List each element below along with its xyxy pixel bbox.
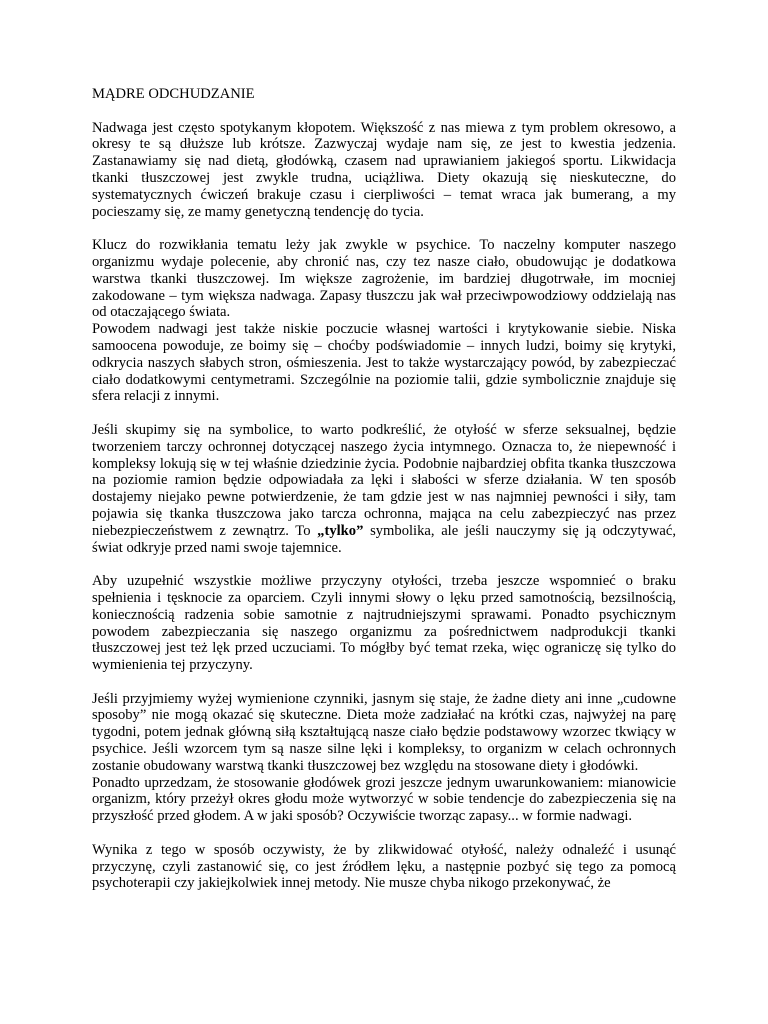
- paragraph-6: Jeśli przyjmiemy wyżej wymienione czynniki, jasnym się staje, że żadne diety ani inne „cudowne sposoby” nie mogą okazać się skuteczne. Dieta może zadziałać na krótki czas, najwyżej na parę tygodni, potem jednak główną siłą kształtującą nasze ciało będzie podstawowy wzorzec tkwiący w psychice. Jeśli wzorcem tym są nasze silne lęki i kompleksy, to organizm w celach ochronnych zostanie obudowany warstwą tkanki tłuszczowej bez względu na stosowane diety i głodówki.: [92, 690, 676, 774]
- paragraph-3: Powodem nadwagi jest także niskie poczucie własnej wartości i krytykowanie siebie. Niska samoocena powoduje, ze boimy się – choćby podświadomie – innych ludzi, boimy się krytyki, odkrycia naszych słabych stron, ośmieszenia. Jest to także wystarczający powód, by zabezpieczać ciało dodatkowymi centymetrami. Szczególnie na poziomie talii, gdzie symbolicznie znajduje się sfera relacji z innymi.: [92, 321, 676, 405]
- paragraph-4-text-b: symbolika, ale jeśli nauczymy się ją odczytywać, świat odkryje przed nami swoje tajemnice.: [92, 522, 676, 556]
- paragraph-4: [92, 422, 676, 556]
- document-title: MĄDRE ODCHUDZANIE: [92, 86, 255, 102]
- document-page: [92, 86, 676, 892]
- paragraph-5: Aby uzupełnić wszystkie możliwe przyczyny otyłości, trzeba jeszcze wspomnieć o braku spełnienia i tęsknocie za oparciem. Czyli innymi słowy o lęku przed samotnością, bezsilnością, koniecznością radzenia sobie samotnie z najtrudniejszymi sprawami. Ponadto psychicznym powodem zabezpieczania się naszego organizmu za pośrednictwem nadprodukcji tkanki tłuszczowej jest też lęk przed uczuciami. To mógłby być temat rzeka, więc ograniczę się tylko do wymienienia tej przyczyny.: [92, 573, 676, 674]
- paragraph-1: Nadwaga jest często spotykanym kłopotem. Większość z nas miewa z tym problem okresowo, a okresy te są dłuższe lub krótsze. Zazwyczaj wydaje nam się, ze jest to kwestia jedzenia. Zastanawiamy się nad dietą, głodówką, czasem nad uprawianiem jakiegoś sportu. Likwidacja tkanki tłuszczowej jest zwykle trudna, uciążliwa. Diety okazują się nieskuteczne, do systematycznych ćwiczeń brakuje czasu i cierpliwości – temat wraca jak bumerang, a my pocieszamy się, ze mamy genetyczną tendencję do tycia.: [92, 119, 676, 220]
- paragraph-4-text-a: Jeśli skupimy się na symbolice, to warto podkreślić, że otyłość w sferze seksualnej, będzie tworzeniem tarczy ochronnej dotyczącej naszego życia intymnego. Oznacza to, że niepewność i kompleksy lokują się w tej właśnie dziedzinie życia. Podobnie najbardziej obfita tkanka tłuszczowa na poziomie ramion będzie odpowiadała za lęki i słabości w sferze działania. W ten sposób dostajemy niejako pewne potwierdzenie, że tam gdzie jest w nas najmniej pewności i siły, tam pojawia się tkanka tłuszczowa jako tarcza ochronna, mająca na celu zabezpieczyć nas przez niebezpieczeństwem z zewnątrz. To: [92, 421, 676, 539]
- paragraph-4-bold-tylko: „tylko”: [317, 522, 364, 539]
- paragraph-7: Ponadto uprzedzam, że stosowanie głodówek grozi jeszcze jednym uwarunkowaniem: mianowicie organizm, który przeżył okres głodu może wytworzyć w sobie tendencje do zabezpieczenia się na przyszłość przed głodem. A w jaki sposób? Oczywiście tworząc zapasy... w formie nadwagi.: [92, 774, 676, 825]
- paragraph-2: Klucz do rozwikłania tematu leży jak zwykle w psychice. To naczelny komputer naszego organizmu wydaje polecenie, aby chronić nas, czy tez nasze ciało, obudowując je dodatkowa warstwa tkanki tłuszczowej. Im większe zagrożenie, im bardziej długotrwałe, im mocniej zakodowane – tym większa nadwaga. Zapasy tłuszczu jak wał przeciwpowodziowy oddzielają nas od otaczającego świata.: [92, 237, 676, 321]
- paragraph-8: Wynika z tego w sposób oczywisty, że by zlikwidować otyłość, należy odnaleźć i usunąć przyczynę, czyli zastanowić się, co jest źródłem lęku, a następnie pozbyć się tego za pomocą psychoterapii czy jakiejkolwiek innej metody. Nie musze chyba nikogo przekonywać, że: [92, 841, 676, 892]
